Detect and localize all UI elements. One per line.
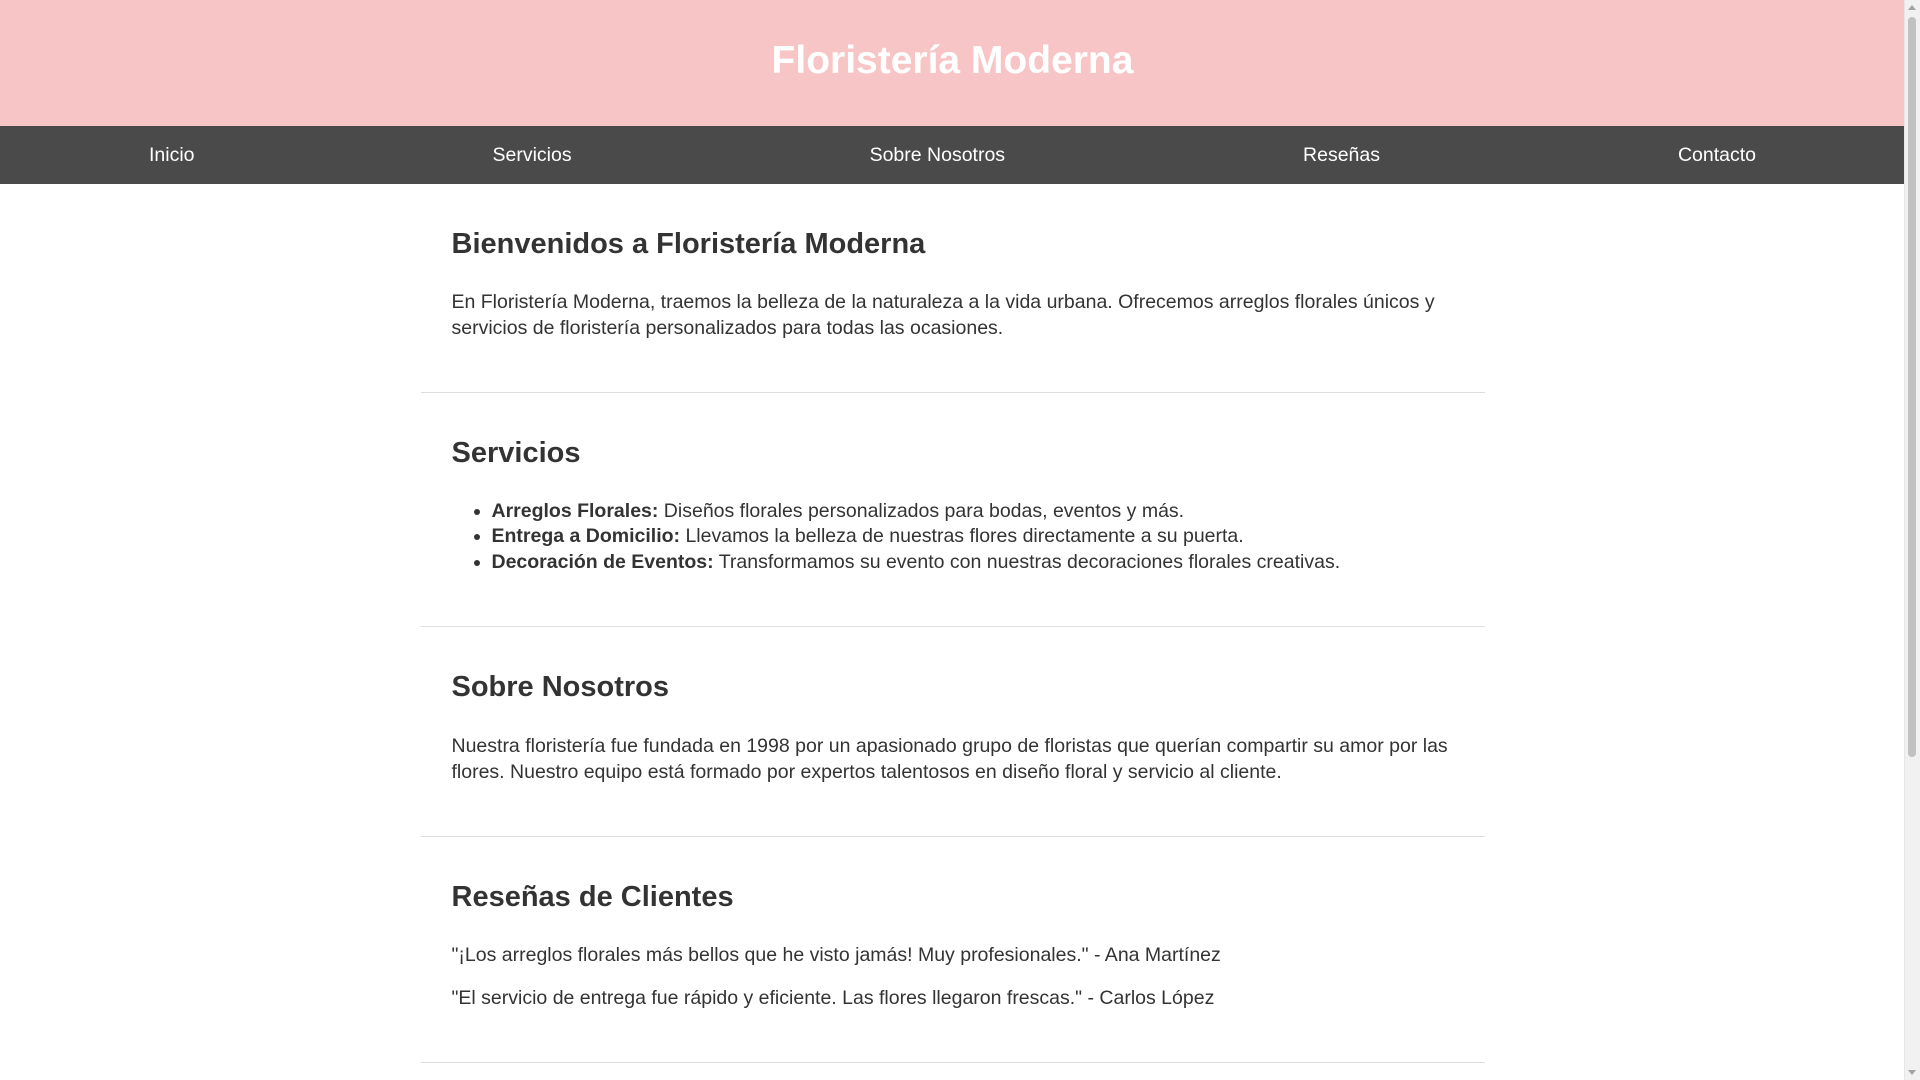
nav-link-sobre-nosotros[interactable]: Sobre Nosotros bbox=[869, 143, 1006, 166]
reviews-heading: Reseñas de Clientes bbox=[451, 880, 734, 913]
service-item bbox=[492, 499, 1454, 525]
scroll-down-arrow-icon[interactable] bbox=[1908, 1070, 1916, 1075]
site-header bbox=[0, 0, 1905, 126]
reviews-section bbox=[421, 837, 1485, 1063]
about-section bbox=[421, 627, 1485, 836]
review-quote: "El servicio de entrega fue rápido y eficiente. Las flores llegaron frescas." - Carlos López bbox=[451, 986, 1215, 1009]
nav-link-servicios[interactable]: Servicios bbox=[492, 143, 572, 166]
service-description: Llevamos la belleza de nuestras flores directamente a su puerta. bbox=[680, 525, 1244, 548]
service-title: Decoración de Eventos: bbox=[491, 550, 714, 573]
nav-link-contacto[interactable]: Contacto bbox=[1677, 143, 1757, 166]
service-title: Arreglos Florales: bbox=[491, 499, 659, 522]
scroll-up-arrow-icon[interactable] bbox=[1908, 5, 1916, 10]
nav-link-inicio[interactable]: Inicio bbox=[148, 143, 195, 166]
services-heading: Servicios bbox=[451, 437, 581, 470]
main-content bbox=[421, 184, 1485, 1063]
service-item bbox=[492, 524, 1454, 550]
about-text: Nuestra floristería fue fundada en 1998 por un apasionado grupo de floristas que querían compartir su amor por las flores. Nuestro equipo está formado por expertos talentosos en diseño floral y servicio al cliente. bbox=[451, 734, 1448, 783]
welcome-text: En Floristería Moderna, traemos la belleza de la naturaleza a la vida urbana. Ofrecemos arreglos florales únicos y servicios de floristería personalizados para todas las ocasiones. bbox=[451, 291, 1435, 340]
scrollbar-thumb[interactable] bbox=[1908, 17, 1916, 757]
service-description: Transformamos su evento con nuestras decoraciones florales creativas. bbox=[713, 550, 1341, 573]
nav-link-resenas[interactable]: Reseñas bbox=[1303, 143, 1380, 166]
vertical-scrollbar[interactable] bbox=[1904, 0, 1920, 1080]
services-section bbox=[421, 393, 1485, 627]
about-heading: Sobre Nosotros bbox=[451, 671, 670, 704]
welcome-heading: Bienvenidos a Floristería Moderna bbox=[451, 228, 926, 260]
service-item bbox=[492, 550, 1454, 576]
site-title: Floristería Moderna bbox=[771, 39, 1134, 82]
welcome-section bbox=[421, 184, 1485, 393]
review-quote: "¡Los arreglos florales más bellos que he visto jamás! Muy profesionales." - Ana Martínez bbox=[451, 943, 1221, 966]
main-nav bbox=[0, 126, 1905, 184]
services-list bbox=[452, 499, 1454, 576]
service-description: Diseños florales personalizados para bodas, eventos y más. bbox=[658, 499, 1185, 522]
service-title: Entrega a Domicilio: bbox=[491, 525, 681, 548]
